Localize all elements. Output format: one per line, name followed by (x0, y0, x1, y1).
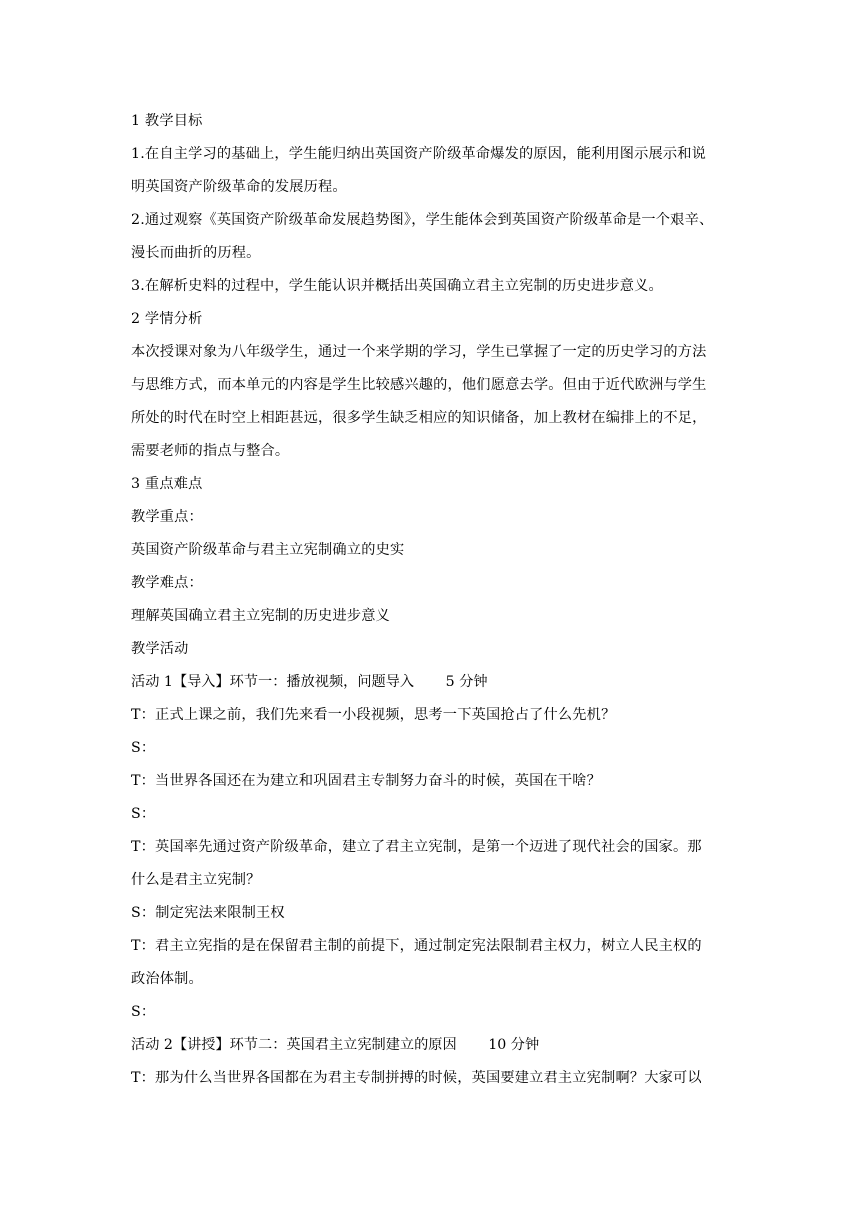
text-line: 教学难点： (131, 575, 203, 591)
heading-teaching-activities (131, 638, 739, 660)
heading-teaching-goals (131, 110, 739, 132)
dialogue-student (131, 737, 739, 759)
learner-analysis-paragraph (131, 341, 739, 462)
text-line: 3.在解析史料的过程中，学生能认识并概括出英国确立君主立宪制的历史进步意义。 (131, 278, 663, 294)
dialogue-teacher (131, 836, 739, 891)
dialogue-student (131, 1001, 739, 1023)
heading-learner-analysis (131, 308, 739, 330)
activity-1-heading (131, 671, 739, 693)
goal-item-1 (131, 143, 739, 198)
text-line: S： (131, 806, 156, 822)
text-line: 活动 1【导入】环节一：播放视频，问题导入 5 分钟 (131, 674, 488, 690)
dialogue-teacher (131, 770, 739, 792)
text-line: 英国资产阶级革命与君主立宪制确立的史实 (131, 542, 405, 558)
dialogue-student (131, 902, 739, 924)
text-line: T：君主立宪指的是在保留君主制的前提下，通过制定宪法限制君主权力，树立人民主权的 (131, 938, 702, 954)
text-line: 活动 2【讲授】环节二：英国君主立宪制建立的原因 10 分钟 (131, 1037, 540, 1053)
text-line: 教学重点： (131, 509, 203, 525)
heading-key-points (131, 473, 739, 495)
document-body (131, 110, 739, 1100)
difficulty-text (131, 605, 739, 627)
text-line: 与思维方式，而本单元的内容是学生比较感兴趣的，他们愿意去学。但由于近代欧洲与学生 (131, 377, 707, 393)
text-line: T：英国率先通过资产阶级革命，建立了君主立宪制，是第一个迈进了现代社会的国家。那 (131, 839, 702, 855)
activity-2-heading (131, 1034, 739, 1056)
text-line: T：正式上课之前，我们先来看一小段视频，思考一下英国抢占了什么先机？ (131, 707, 616, 723)
goal-item-3 (131, 275, 739, 297)
text-line: S： (131, 740, 156, 756)
text-line: T：那为什么当世界各国都在为君主专制拼搏的时候，英国要建立君主立宪制啊？大家可以 (131, 1070, 702, 1086)
text-line: 教学活动 (131, 641, 189, 657)
text-line: 3 重点难点 (131, 476, 203, 492)
text-line: S： (131, 1004, 156, 1020)
text-line: 本次授课对象为八年级学生，通过一个来学期的学习，学生已掌握了一定的历史学习的方法 (131, 344, 707, 360)
text-line: 所处的时代在时空上相距甚远，很多学生缺乏相应的知识储备，加上教材在编排上的不足， (131, 410, 707, 426)
dialogue-student (131, 803, 739, 825)
dialogue-teacher (131, 1067, 739, 1089)
text-line: 理解英国确立君主立宪制的历史进步意义 (131, 608, 390, 624)
text-line: 1 教学目标 (131, 113, 203, 129)
text-line: 2.通过观察《英国资产阶级革命发展趋势图》，学生能体会到英国资产阶级革命是一个艰辛、 (131, 212, 714, 228)
text-line: T：当世界各国还在为建立和巩固君主专制努力奋斗的时候，英国在干啥？ (131, 773, 602, 789)
text-line: 1.在自主学习的基础上，学生能归纳出英国资产阶级革命爆发的原因，能利用图示展示和说 (131, 146, 707, 162)
text-line: 明英国资产阶级革命的发展历程。 (131, 179, 347, 195)
text-line: 什么是君主立宪制？ (131, 872, 261, 888)
label-key-point (131, 506, 739, 528)
dialogue-teacher (131, 935, 739, 990)
text-line: S：制定宪法来限制王权 (131, 905, 285, 921)
text-line: 政治体制。 (131, 971, 203, 987)
dialogue-teacher (131, 704, 739, 726)
key-point-text (131, 539, 739, 561)
label-difficulty (131, 572, 739, 594)
goal-item-2 (131, 209, 739, 264)
text-line: 漫长而曲折的历程。 (131, 245, 261, 261)
text-line: 2 学情分析 (131, 311, 203, 327)
text-line: 需要老师的指点与整合。 (131, 443, 290, 459)
